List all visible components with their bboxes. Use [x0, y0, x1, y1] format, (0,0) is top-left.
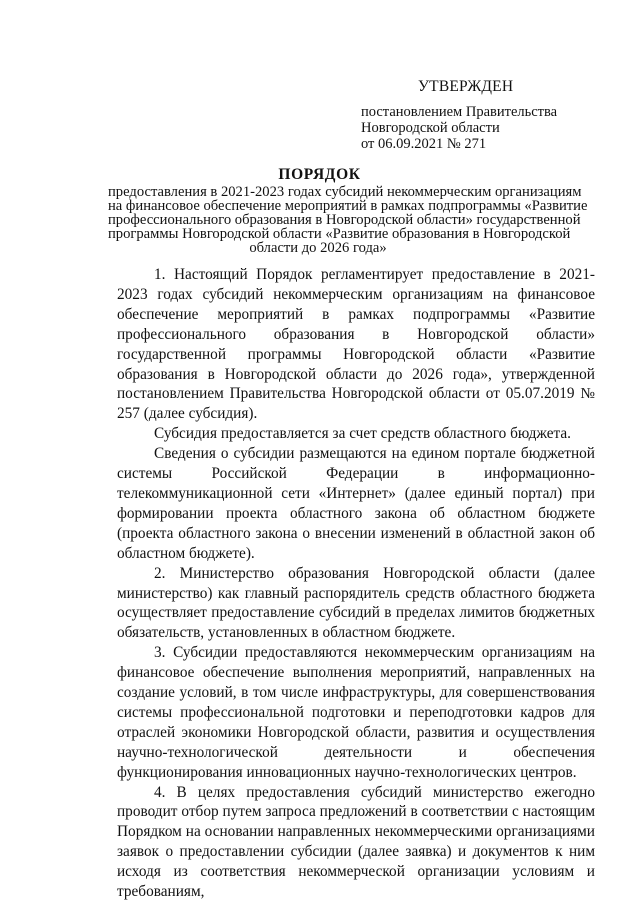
subtitle-line-2: на финансовое обеспечение мероприятий в рамках подпрограммы «Развитие — [108, 198, 588, 214]
subtitle-line-3: профессионального образования в Новгородской области» государственной — [108, 212, 581, 228]
document-body — [117, 265, 595, 902]
subtitle-line-5: области до 2026 года» — [249, 240, 387, 256]
document-title: ПОРЯДОК — [278, 166, 361, 183]
paragraph-6: 4. В целях предоставления субсидий министерство ежегодно проводит отбор путем запроса предложений в соответствии с настоящим Порядком на основании направленных некоммерческими организациями заявок о предоставлении субсидии (далее заявка) и документов к ним исходя из соответствия некоммерческой организации условиям и требованиям, — [117, 783, 595, 901]
subtitle-line-4: программы Новгородской области «Развитие образования в Новгородской — [108, 226, 571, 242]
paragraph-2: Субсидия предоставляется за счет средств областного бюджета. — [154, 425, 572, 443]
approval-line-1: постановлением Правительства — [361, 104, 558, 120]
subtitle-line-1: предоставления в 2021-2023 годах субсидий некоммерческим организациям — [108, 184, 582, 200]
paragraph-4: 2. Министерство образования Новгородской области (далее министерство) как главный распорядитель средств областного бюджета осуществляет предоставление субсидий в пределах лимитов бюджетных обязательств, установленных в областном бюджете. — [117, 564, 595, 642]
approval-line-2: Новгородской области — [361, 120, 500, 136]
document-subtitle — [108, 184, 588, 256]
paragraph-1: 1. Настоящий Порядок регламентирует предоставление в 2021-2023 годах субсидий некоммерческим организациям на финансовое обеспечение мероприятий в рамках подпрограммы «Развитие профессионального образования в Новгородской области» государственной программы Новгородской области «Развитие образования в Новгородской области до 2026 года», утвержденной постановлением Правительства Новгородской области от 05.07.2019 № 257 (далее субсидия). — [117, 266, 595, 423]
approved-heading: УТВЕРЖДЕН — [418, 78, 514, 95]
paragraph-5: 3. Субсидии предоставляются некоммерческим организациям на финансовое обеспечение выполнения мероприятий, направленных на создание условий, в том числе инфраструктуры, для совершенствования системы профессиональной подготовки и переподготовки кадров для отраслей экономики Новгородской области, развития и осуществления научно-технологической деятельности и обеспечения функционирования инновационных научно-технологических центров. — [117, 644, 595, 781]
approval-line-3: от 06.09.2021 № 271 — [361, 136, 487, 152]
approval-block — [361, 79, 611, 152]
paragraph-3: Сведения о субсидии размещаются на едином портале бюджетной системы Российской Федерации в информационно-телекоммуникационной сети «Интернет» (далее единый портал) при формировании проекта областного закона об областном бюджете (проекта областного закона о внесении изменений в областной закон об областном бюджете). — [117, 445, 595, 562]
